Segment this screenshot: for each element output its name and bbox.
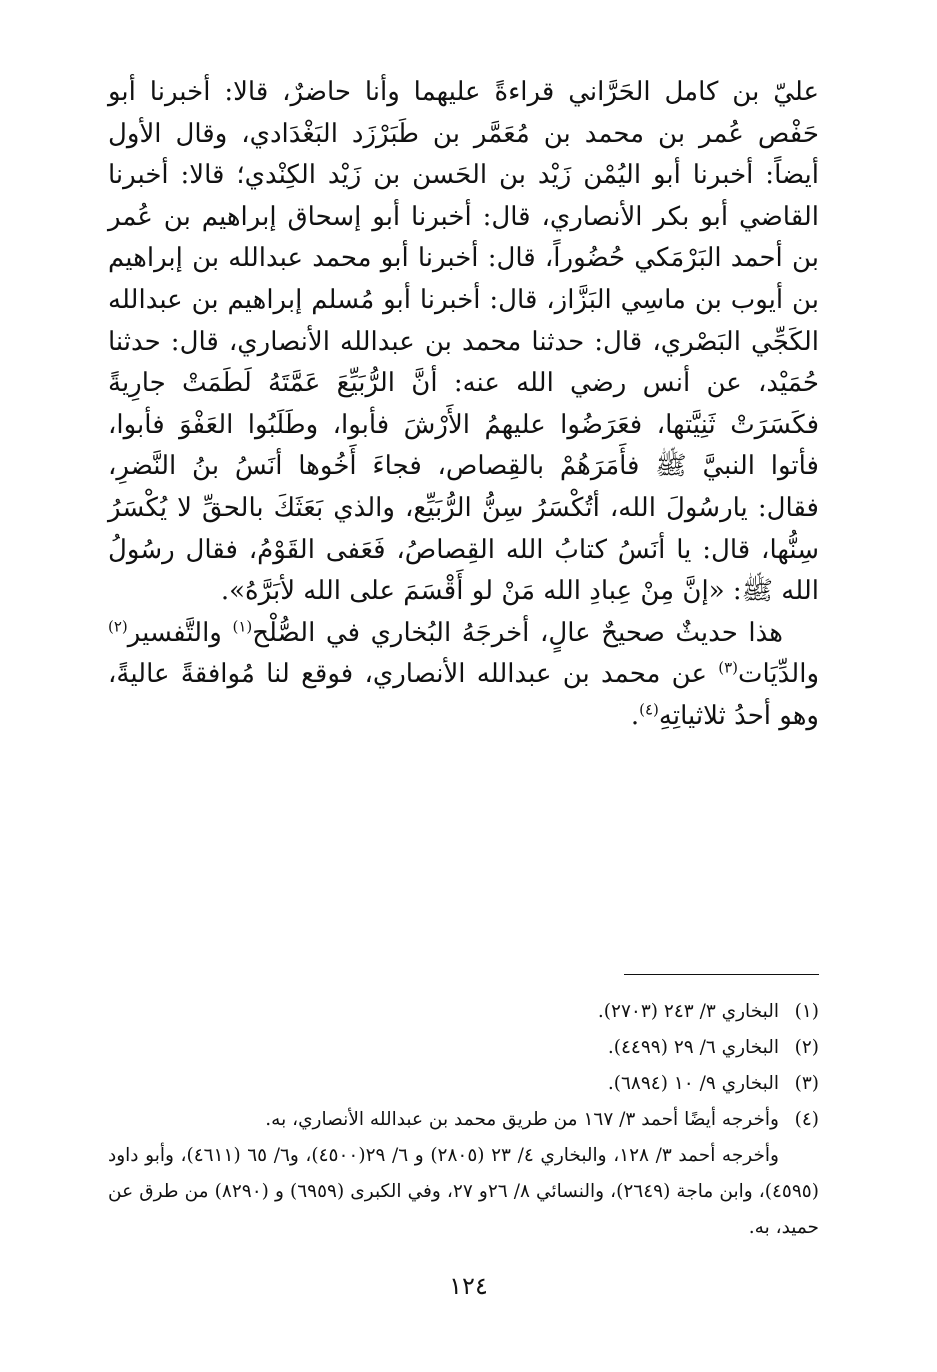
footnote-number: (٣) bbox=[794, 1073, 819, 1094]
page-number: ١٢٤ bbox=[449, 1272, 488, 1300]
footnote-4 bbox=[108, 1102, 819, 1138]
footnote-divider bbox=[624, 974, 819, 975]
commentary-text-2: والتَّفسير bbox=[127, 617, 233, 648]
commentary-paragraph bbox=[108, 613, 819, 738]
footnote-text: وأخرجه أيضًا أحمد ٣/ ١٦٧ من طريق محمد بن عبدالله الأنصاري، به. bbox=[265, 1109, 779, 1130]
footnotes bbox=[108, 994, 819, 1246]
footnote-ref-4: (٤) bbox=[639, 700, 659, 719]
footnote-number: (٤) bbox=[794, 1109, 819, 1130]
commentary-text-1: هذا حديثٌ صحيحٌ عالٍ، أخرجَهُ البُخاري في الصُّلْح bbox=[252, 617, 783, 648]
footnote-text: البخاري ٣/ ٢٤٣ (٢٧٠٣). bbox=[597, 1001, 779, 1022]
footnote-ref-2: (٢) bbox=[108, 617, 128, 636]
commentary-text-4: عن محمد بن عبدالله الأنصاري، فوقع لنا مُوافقةً عاليةً، وهو أحدُ ثلاثياتِهِ bbox=[108, 659, 819, 731]
footnote-1 bbox=[108, 994, 819, 1030]
commentary-text-3: والدِّيَات bbox=[738, 659, 819, 690]
hadith-paragraph: عليّ بن كامل الحَرَّاني قراءةً عليهما وأنا حاضرٌ، قالا: أخبرنا أبو حَفْص عُمر بن محمد بن مُعَمَّر بن طَبَرْزَد البَغْدَادي، وقال الأول أيضاً: أخبرنا أبو اليُمْن زَيْد بن الحَسن بن زَيْد الكِنْدي؛ قالا: أخبرنا القاضي أبو بكر الأنصاري، قال: أخبرنا أبو إسحاق إبراهيم بن عُمر بن أحمد البَرْمَكي حُضُوراً، قال: أخبرنا أبو محمد عبدالله بن إبراهيم بن أيوب بن ماسِي البَزَّاز، قال: أخبرنا أبو مُسلم إبراهيم بن عبدالله الكَجِّي البَصْري، قال: حدثنا محمد بن عبدالله الأنصاري، قال: حدثنا حُمَيْد، عن أنس رضي الله عنه: أنَّ الرُّبَيِّعَ عَمَّتَهُ لَطَمَتْ جارِيةً فكَسَرَتْ ثَنِيَّتها، فعَرَضُوا عليهمُ الأَرْشَ فأبوا، وطَلَبُوا العَفْوَ فأبوا، فأتوا النبيَّ ﷺ فأَمَرَهُمْ بالقِصاص، فجاءَ أَخُوها أنَسُ بنُ النَّضرِ، فقال: يارسُولَ الله، أتُكْسَرُ سِنُّ الرُّبَيِّع، والذي بَعَثَكَ بالحقِّ لا يُكْسَرُ سِنُّها، قال: يا أنَسُ كتابُ الله القِصاصُ، فَعَفى القَوْمُ، فقال رسُولُ الله ﷺ: «إنَّ مِنْ عِبادِ الله مَنْ لو أَقْسَمَ على الله لأبَرَّهُ». bbox=[108, 77, 819, 607]
footnote-number: (٢) bbox=[794, 1037, 819, 1058]
footnote-text: البخاري ٩/ ١٠ (٦٨٩٤). bbox=[607, 1073, 779, 1094]
commentary-end: . bbox=[630, 700, 640, 731]
footnote-3 bbox=[108, 1066, 819, 1102]
footnote-ref-1: (١) bbox=[232, 617, 253, 636]
footnote-ref-3: (٣) bbox=[718, 658, 739, 677]
footnote-text: البخاري ٦/ ٢٩ (٤٤٩٩). bbox=[607, 1037, 779, 1058]
footnote-2 bbox=[108, 1030, 819, 1066]
main-text bbox=[108, 72, 819, 738]
footnote-4-continuation: وأخرجه أحمد ٣/ ١٢٨، والبخاري ٤/ ٢٣ (٢٨٠٥) و ٦/ ٢٩(٤٥٠٠)، و٦/ ٦٥ (٤٦١١)، وأبو داود (٤٥٩٥)، وابن ماجة (٢٦٤٩)، والنسائي ٨/ ٢٦و ٢٧، وفي الكبرى (٦٩٥٩) و (٨٢٩٠) من طرق عن حميد، به. bbox=[108, 1145, 819, 1238]
footnote-number: (١) bbox=[794, 1001, 819, 1022]
